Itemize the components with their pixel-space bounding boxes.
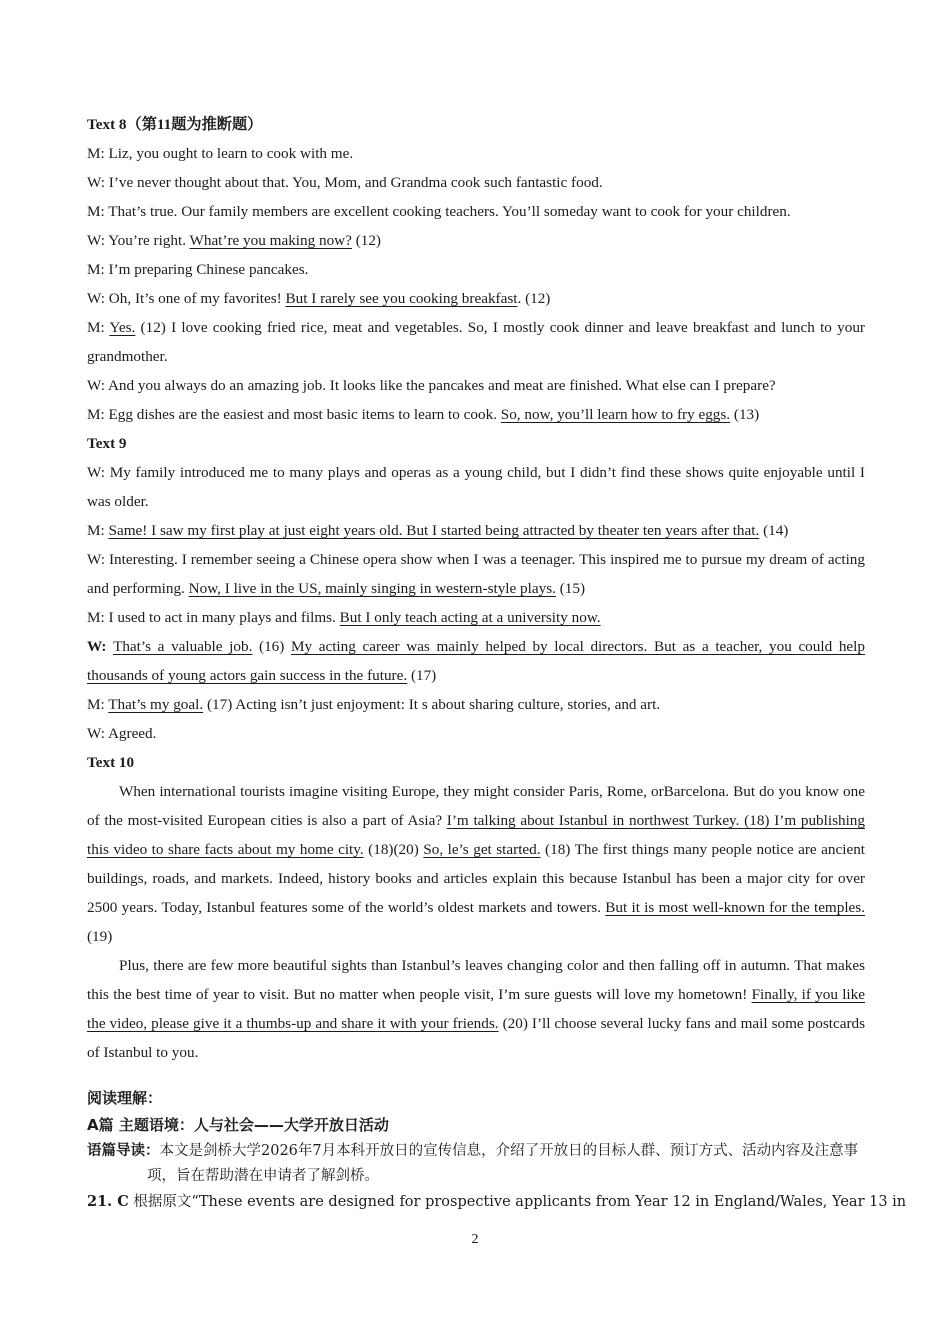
text8-heading: Text 8（第11题为推断题） bbox=[87, 116, 263, 133]
dialogue-line: W: That’s a valuable job. (16) My acting career was mainly helped by local directors. But as a teacher, you could help thousands of young actors gain success in the future. (17) bbox=[87, 638, 865, 684]
dialogue-line: W: I’ve never thought about that. You, Mom, and Grandma cook such fantastic food. bbox=[87, 174, 603, 191]
reading-title: 阅读理解： bbox=[87, 1089, 163, 1107]
dialogue-line: W: Oh, It’s one of my favorites! But I rarely see you cooking breakfast. (12) bbox=[87, 290, 551, 307]
guide-paragraph: 语篇导读：本文是剑桥大学2026年7月本科开放日的宣传信息，介绍了开放日的目标人群、预订方式、活动内容及注意事项，旨在帮助潜在申请者了解剑桥。 bbox=[87, 1143, 859, 1184]
text9-heading: Text 9 bbox=[87, 435, 127, 452]
answer-21: 21. C 根据原文“These events are designed for prospective applicants from Year 12 in England/Wales, Year 13 in bbox=[87, 1193, 907, 1210]
text9-dialogue bbox=[87, 458, 865, 748]
page-number: 2 bbox=[471, 1232, 479, 1247]
dialogue-line: W: Agreed. bbox=[87, 725, 157, 742]
section-spacer bbox=[87, 1067, 865, 1085]
dialogue-line: M: Yes. (12) I love cooking fried rice, meat and vegetables. So, I mostly cook dinner and leave breakfast and lunch to your grandmother. bbox=[87, 319, 865, 365]
dialogue-line: W: Interesting. I remember seeing a Chinese opera show when I was a teenager. This inspired me to pursue my dream of acting and performing. Now, I live in the US, mainly singing in western-style plays. (15) bbox=[87, 551, 865, 597]
section-a-heading: A篇 主题语境：人与社会——大学开放日活动 bbox=[87, 1116, 389, 1134]
dialogue-line: M: I’m preparing Chinese pancakes. bbox=[87, 261, 309, 278]
document-body bbox=[87, 110, 907, 1215]
dialogue-line: M: That’s true. Our family members are excellent cooking teachers. You’ll someday want to cook for your children. bbox=[87, 203, 791, 220]
dialogue-line: M: Egg dishes are the easiest and most basic items to learn to cook. So, now, you’ll learn how to fry eggs. (13) bbox=[87, 406, 760, 423]
text10-heading: Text 10 bbox=[87, 754, 135, 771]
text10-paragraph-1: When international tourists imagine visiting Europe, they might consider Paris, Rome, orBarcelona. But do you know one of the most-visited European cities is also a part of Asia? I’m talking about Istanbul in northwest Turkey. (18) I’m publishing this video to share facts about my home city. (18)(20) So, le’s get started. (18) The first things many people notice are ancient buildings, roads, and markets. Indeed, history books and articles explain this because Istanbul has been a major city for over 2500 years. Today, Istanbul features some of the world’s oldest markets and towers. But it is most well-known for the temples. (19) bbox=[87, 783, 866, 945]
dialogue-line: W: You’re right. What’re you making now? (12) bbox=[87, 232, 381, 249]
dialogue-line: M: That’s my goal. (17) Acting isn’t just enjoyment: It s about sharing culture, stories, and art. bbox=[87, 696, 661, 713]
dialogue-line: M: I used to act in many plays and films. But I only teach acting at a university now. bbox=[87, 609, 601, 626]
dialogue-line: M: Liz, you ought to learn to cook with me. bbox=[87, 145, 354, 162]
text8-dialogue bbox=[87, 139, 865, 429]
dialogue-line: W: And you always do an amazing job. It looks like the pancakes and meat are finished. What else can I prepare? bbox=[87, 377, 776, 394]
text10-paragraph-2: Plus, there are few more beautiful sights than Istanbul’s leaves changing color and then falling off in autumn. That makes this the best time of year to visit. But no matter when people visit, I’m sure guests will love my hometown! Finally, if you like the video, please give it a thumbs-up and share it with your friends. (20) I’ll choose several lucky fans and mail some postcards of Istanbul to you. bbox=[87, 957, 866, 1061]
dialogue-line: M: Same! I saw my first play at just eight years old. But I started being attracted by theater ten years after that. (14) bbox=[87, 522, 789, 539]
dialogue-line: W: My family introduced me to many plays and operas as a young child, but I didn’t find these shows quite enjoyable until I was older. bbox=[87, 464, 865, 510]
